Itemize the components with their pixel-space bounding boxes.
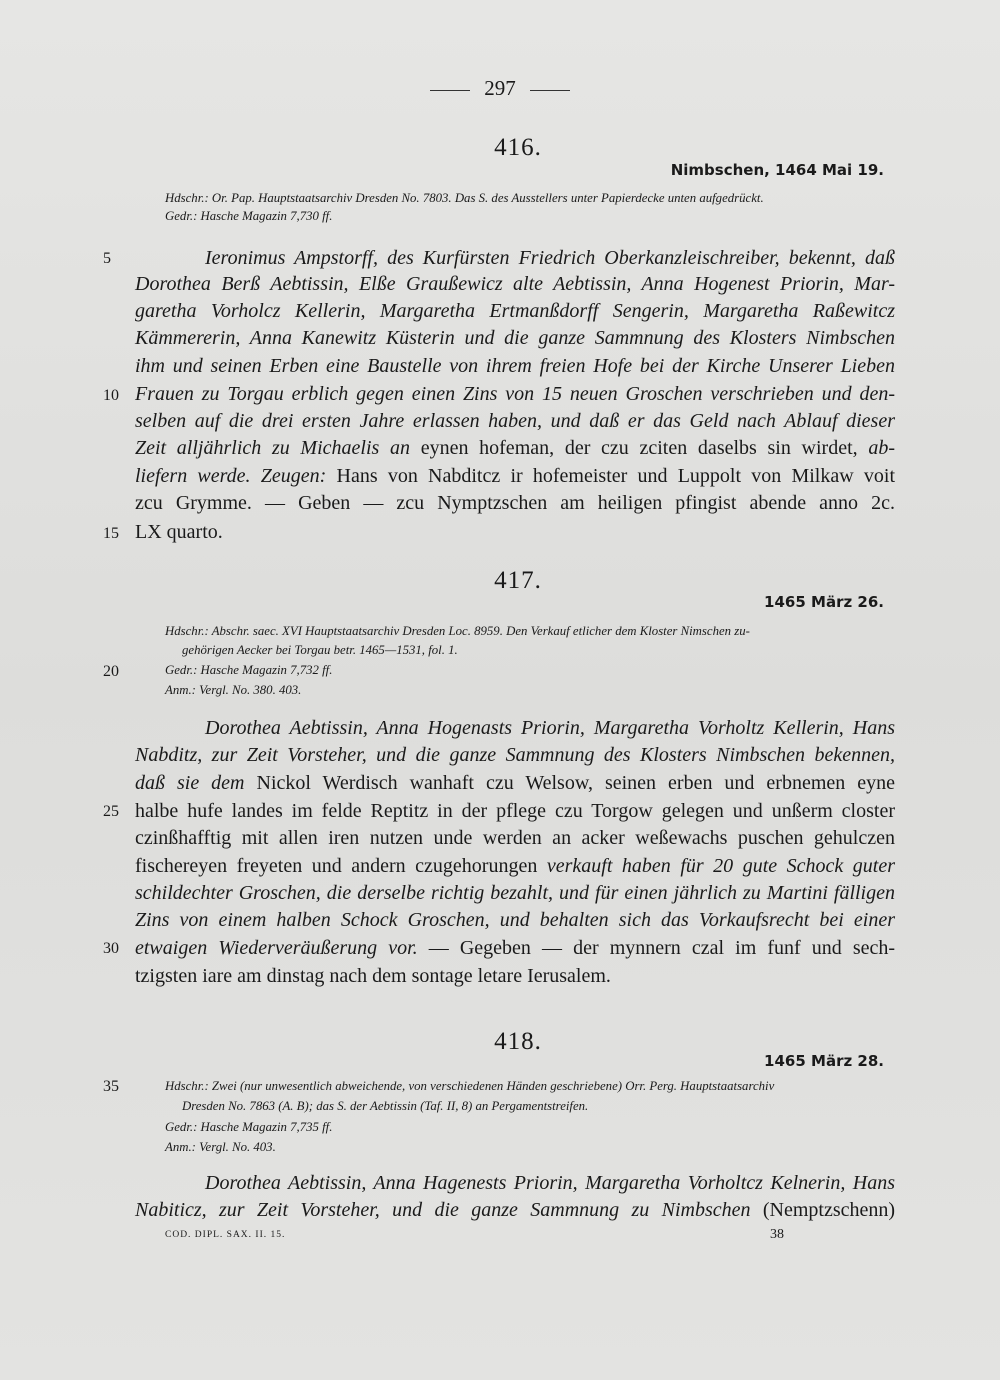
text-line: Dorothea Aebtissin, Anna Hagenests Priorin, Margaretha Vorholtcz Kelnerin, Hans (205, 1172, 895, 1194)
text-line: schildechter Groschen, die derselbe richtig bezahlt, und für einen jährlich zu Martini fälligen (135, 882, 895, 904)
text-line: etwaigen Wiederveräußerung vor. — Gegeben — der mynnern czal im funf und sech- (135, 937, 896, 959)
line-number: 30 (103, 940, 119, 957)
dateline-418: 1465 März 28. (764, 1052, 884, 1070)
print-note: Gedr.: Hasche Magazin 7,730 ff. (165, 209, 333, 223)
page-number-rule-left (430, 90, 470, 91)
text-line: Nabiticz, zur Zeit Vorsteher, und die ganze Sammnung zu Nimbschen (Nemptzschenn) (135, 1199, 896, 1221)
print-note: Gedr.: Hasche Magazin 7,735 ff. (165, 1120, 333, 1134)
footer-collection-signature: COD. DIPL. SAX. II. 15. (165, 1230, 286, 1240)
page-number (0, 76, 1000, 101)
text-line: garetha Vorholcz Kellerin, Margaretha Ertmanßdorff Sengerin, Margaretha Raßewitcz (135, 300, 895, 322)
source-note: Hdschr.: Zwei (nur unwesentlich abweichende, von verschiedenen Händen geschriebene) Orr. Perg. Hauptstaatsarchiv (165, 1079, 775, 1093)
text-line: Zins von einem halben Schock Groschen, und behalten sich das Vorkaufsrecht bei einer (135, 909, 895, 931)
source-note: Hdschr.: Abschr. saec. XVI Hauptstaatsarchiv Dresden Loc. 8959. Den Verkauf etlicher dem Kloster Nimschen zu- (165, 624, 750, 638)
text-line: ihm und seinen Erben eine Baustelle von ihrem freien Hofe bei der Kirche Unserer Lieben (135, 355, 895, 377)
dateline-416: Nimbschen, 1464 Mai 19. (670, 161, 884, 179)
line-number: 25 (103, 803, 119, 820)
text-line: selben auf die drei ersten Jahre erlassen haben, und daß er das Geld nach Ablauf dieser (135, 410, 895, 432)
line-number: 35 (103, 1078, 119, 1095)
text-line: LX quarto. (135, 521, 223, 543)
source-note-cont: gehörigen Aecker bei Torgau betr. 1465—1531, fol. 1. (182, 643, 458, 657)
text-line: czinßhafftig mit allen iren nutzen unde werden an acker weßewachs puschen gehulczen (135, 827, 895, 849)
text-line: Kämmererin, Anna Kanewitz Küsterin und die ganze Sammnung des Klosters Nimbschen (135, 327, 895, 349)
text-line: daß sie dem Nickol Werdisch wanhaft czu Welsow, seinen erben und erbnemen eyne (135, 772, 896, 794)
text-line: Dorothea Aebtissin, Anna Hogenasts Priorin, Margaretha Vorholtz Kellerin, Hans (205, 717, 895, 739)
dateline-417: 1465 März 26. (764, 593, 884, 611)
line-number: 10 (103, 387, 119, 404)
page-number-text: 297 (484, 76, 516, 100)
text-line: Ieronimus Ampstorff, des Kurfürsten Friedrich Oberkanzleischreiber, bekennt, daß (205, 247, 895, 269)
footer-sheet-number: 38 (770, 1227, 784, 1242)
remark-note: Anm.: Vergl. No. 403. (165, 1140, 276, 1154)
text-line: liefern werde. Zeugen: Hans von Nabditcz ir hofemeister und Luppolt von Milkaw voit (135, 465, 896, 487)
page-number-rule-right (530, 90, 570, 91)
remark-note: Anm.: Vergl. No. 380. 403. (165, 683, 302, 697)
print-note: Gedr.: Hasche Magazin 7,732 ff. (165, 663, 333, 677)
document-number-418: 418. (494, 1028, 542, 1055)
text-line: Nabditz, zur Zeit Vorsteher, und die ganze Sammnung des Klosters Nimbschen bekennen, (135, 744, 895, 766)
text-line: Frauen zu Torgau erblich gegen einen Zins von 15 neuen Groschen verschrieben und den- (135, 383, 895, 405)
text-line: Zeit alljährlich zu Michaelis an eynen hofeman, der czu zciten daselbs sin wirdet, ab- (135, 437, 896, 459)
source-note: Hdschr.: Or. Pap. Hauptstaatsarchiv Dresden No. 7803. Das S. des Ausstellers unter Papierdecke unten aufgedrückt. (165, 191, 764, 205)
text-line: Dorothea Berß Aebtissin, Elße Graußewicz alte Aebtissin, Anna Hogenest Priorin, Mar- (135, 273, 895, 295)
document-number-417: 417. (494, 567, 542, 594)
text-line: fischereyen freyeten und andern czugehorungen verkauft haben für 20 gute Schock guter (135, 855, 896, 877)
source-note-cont: Dresden No. 7863 (A. B); das S. der Aebtissin (Taf. II, 8) an Pergamentstreifen. (182, 1099, 589, 1113)
document-number-416: 416. (494, 134, 542, 161)
text-line: zcu Grymme. — Geben — zcu Nymptzschen am heiligen pfingist abende anno 2c. (135, 492, 895, 514)
text-line: tzigsten iare am dinstag nach dem sontage letare Ierusalem. (135, 965, 611, 987)
text-line: halbe hufe landes im felde Reptitz in der pflege czu Torgow gelegen und unßerm closter (135, 800, 895, 822)
line-number: 20 (103, 663, 119, 680)
line-number: 5 (103, 250, 111, 267)
line-number: 15 (103, 525, 119, 542)
